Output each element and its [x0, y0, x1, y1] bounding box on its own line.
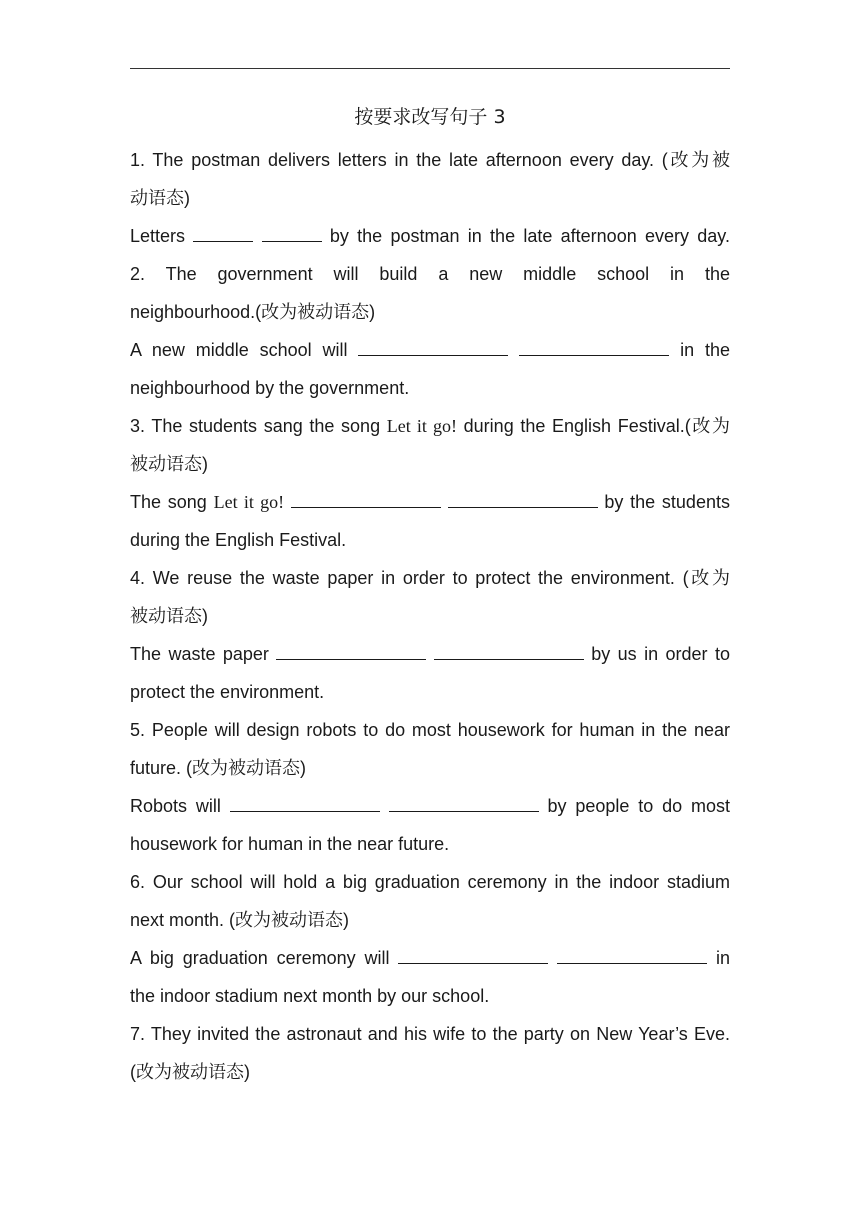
question-2-line-1: 2. The government will build a new middle school in the	[130, 264, 730, 284]
answer-6-prefix: A big graduation ceremony will	[130, 948, 390, 968]
question-7-line-1: 7. They invited the astronaut and his wife to the party on New Year’s Eve.	[130, 1024, 730, 1044]
question-1-line-2: 动语态)	[130, 188, 190, 208]
answer-4	[130, 635, 730, 673]
answer-1	[130, 217, 730, 255]
answer-3-line-2: during the English Festival.	[130, 530, 347, 550]
question-5-line-2: future. (改为被动语态)	[130, 758, 307, 778]
question-3-line-2: 被动语态)	[130, 454, 208, 474]
answer-4-prefix: The waste paper	[130, 644, 269, 664]
answer-1-suffix: by the postman in the late afternoon every day.	[329, 226, 730, 246]
answer-1-blank-2[interactable]	[262, 227, 322, 242]
song-title: Let it go!	[386, 416, 458, 436]
answer-4-line-2: protect the environment.	[130, 682, 325, 702]
answer-5-line-2: housework for human in the near future.	[130, 834, 450, 854]
answer-6-blank-2[interactable]	[557, 949, 707, 964]
header-rule	[130, 68, 730, 69]
worksheet	[130, 102, 730, 1091]
answer-5-blank-2[interactable]	[389, 797, 539, 812]
answer-2-blank-1[interactable]	[358, 341, 508, 356]
answer-6	[130, 939, 730, 977]
answer-2-blank-2[interactable]	[519, 341, 669, 356]
answer-5-suffix: by people to do most	[547, 796, 730, 816]
question-6-line-2: next month. (改为被动语态)	[130, 910, 350, 930]
answer-6-line-2: the indoor stadium next month by our school.	[130, 986, 490, 1006]
answer-3	[130, 483, 730, 521]
answer-3-prefix	[130, 492, 284, 512]
question-6-line-1: 6. Our school will hold a big graduation ceremony in the indoor stadium	[130, 872, 730, 892]
answer-1-prefix: Letters	[130, 226, 186, 246]
answer-2-prefix: A new middle school will	[130, 340, 348, 360]
question-3-text-after: during the English Festival.(改为	[457, 416, 730, 436]
question-3-line-1	[130, 407, 730, 445]
answer-6-suffix: in	[715, 948, 730, 968]
answer-1-blank-1[interactable]	[193, 227, 253, 242]
answer-2	[130, 331, 730, 369]
answer-2-line-2: neighbourhood by the government.	[130, 378, 410, 398]
answer-4-blank-2[interactable]	[434, 645, 584, 660]
answer-4-suffix: by us in order to	[591, 644, 730, 664]
answer-5	[130, 787, 730, 825]
answer-3-prefix-text: The song	[130, 492, 214, 512]
answer-3-suffix: by the students	[604, 492, 730, 512]
answer-5-prefix: Robots will	[130, 796, 221, 816]
answer-3-song-title: Let it go!	[213, 492, 285, 512]
answer-3-blank-2[interactable]	[448, 493, 598, 508]
answer-6-blank-1[interactable]	[398, 949, 548, 964]
question-2-line-2: neighbourhood.(改为被动语态)	[130, 302, 376, 322]
question-1-line-1: 1. The postman delivers letters in the late afternoon every day. (改为被	[130, 150, 730, 170]
question-4-line-2: 被动语态)	[130, 606, 208, 626]
question-5-line-1: 5. People will design robots to do most housework for human in the near	[130, 720, 730, 740]
answer-5-blank-1[interactable]	[230, 797, 380, 812]
question-3-text-before: 3. The students sang the song	[130, 416, 387, 436]
answer-3-blank-1[interactable]	[291, 493, 441, 508]
page-title: 按要求改写句子 3	[354, 106, 506, 128]
answer-2-suffix: in the	[680, 340, 730, 360]
question-4-line-1: 4. We reuse the waste paper in order to protect the environment. (改为	[130, 568, 730, 588]
answer-4-blank-1[interactable]	[276, 645, 426, 660]
question-7-line-2: (改为被动语态)	[130, 1062, 250, 1082]
